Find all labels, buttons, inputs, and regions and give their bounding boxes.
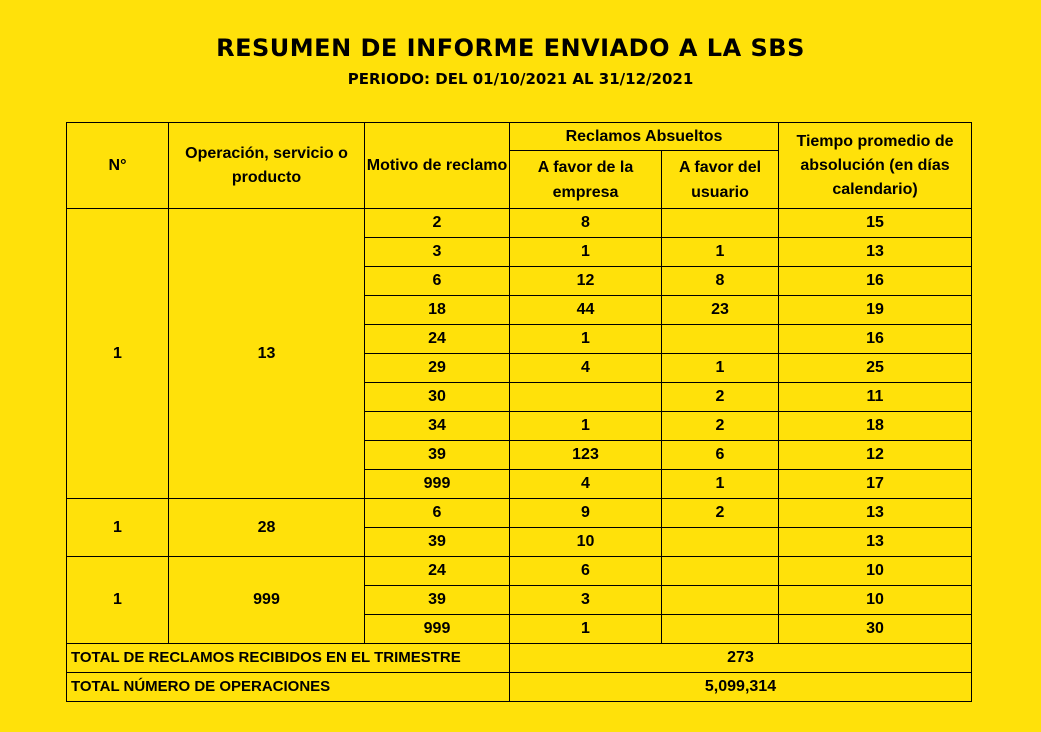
row-motivo: 29 — [365, 354, 510, 383]
row-motivo: 39 — [365, 441, 510, 470]
row-motivo: 24 — [365, 557, 510, 586]
row-tiempo: 15 — [779, 209, 972, 238]
total-row — [67, 644, 972, 673]
header-operation: Operación, servicio o producto — [169, 123, 365, 209]
table-body — [67, 209, 972, 702]
row-favor-empresa: 1 — [510, 412, 662, 441]
report-title: RESUMEN DE INFORME ENVIADO A LA SBS — [216, 34, 805, 62]
total-row — [67, 673, 972, 702]
row-favor-usuario: 2 — [662, 499, 779, 528]
row-favor-empresa: 44 — [510, 296, 662, 325]
row-favor-usuario — [662, 325, 779, 354]
row-tiempo: 13 — [779, 528, 972, 557]
row-favor-empresa: 6 — [510, 557, 662, 586]
header-row — [67, 123, 972, 151]
row-motivo: 999 — [365, 470, 510, 499]
row-tiempo: 30 — [779, 615, 972, 644]
row-num: 1 — [67, 209, 169, 499]
header-favor-usuario: A favor del usuario — [662, 151, 779, 209]
header-num: N° — [67, 123, 169, 209]
row-favor-empresa — [510, 383, 662, 412]
total-value: 5,099,314 — [510, 673, 972, 702]
row-tiempo: 17 — [779, 470, 972, 499]
row-tiempo: 13 — [779, 499, 972, 528]
row-tiempo: 10 — [779, 557, 972, 586]
header-reclamos-absueltos: Reclamos Absueltos — [510, 123, 779, 151]
row-motivo: 34 — [365, 412, 510, 441]
row-favor-empresa: 4 — [510, 354, 662, 383]
row-tiempo: 13 — [779, 238, 972, 267]
header-tiempo: Tiempo promedio de absolución (en días calendario) — [779, 123, 972, 209]
row-favor-usuario — [662, 615, 779, 644]
row-motivo: 18 — [365, 296, 510, 325]
row-favor-empresa: 1 — [510, 615, 662, 644]
row-favor-usuario: 6 — [662, 441, 779, 470]
row-motivo: 6 — [365, 267, 510, 296]
row-favor-empresa: 8 — [510, 209, 662, 238]
row-motivo: 30 — [365, 383, 510, 412]
row-tiempo: 10 — [779, 586, 972, 615]
row-favor-empresa: 1 — [510, 238, 662, 267]
row-favor-usuario: 1 — [662, 470, 779, 499]
row-tiempo: 16 — [779, 267, 972, 296]
row-favor-usuario — [662, 557, 779, 586]
row-motivo: 2 — [365, 209, 510, 238]
header-motivo: Motivo de reclamo — [365, 123, 510, 209]
row-tiempo: 18 — [779, 412, 972, 441]
row-favor-usuario: 23 — [662, 296, 779, 325]
row-favor-usuario: 2 — [662, 412, 779, 441]
row-favor-empresa: 1 — [510, 325, 662, 354]
row-favor-empresa: 3 — [510, 586, 662, 615]
row-favor-empresa: 12 — [510, 267, 662, 296]
row-motivo: 39 — [365, 528, 510, 557]
row-motivo: 999 — [365, 615, 510, 644]
row-motivo: 3 — [365, 238, 510, 267]
row-favor-empresa: 4 — [510, 470, 662, 499]
row-motivo: 39 — [365, 586, 510, 615]
row-tiempo: 12 — [779, 441, 972, 470]
table-row — [67, 209, 972, 238]
table-row — [67, 499, 972, 528]
row-favor-usuario — [662, 209, 779, 238]
total-value: 273 — [510, 644, 972, 673]
row-operation: 999 — [169, 557, 365, 644]
row-motivo: 24 — [365, 325, 510, 354]
row-favor-empresa: 123 — [510, 441, 662, 470]
row-favor-usuario: 2 — [662, 383, 779, 412]
row-favor-empresa: 9 — [510, 499, 662, 528]
row-operation: 28 — [169, 499, 365, 557]
total-label: TOTAL NÚMERO DE OPERACIONES — [67, 673, 510, 702]
table-row — [67, 557, 972, 586]
row-tiempo: 25 — [779, 354, 972, 383]
row-favor-usuario: 8 — [662, 267, 779, 296]
row-tiempo: 16 — [779, 325, 972, 354]
row-favor-usuario: 1 — [662, 238, 779, 267]
row-favor-usuario — [662, 528, 779, 557]
row-favor-usuario: 1 — [662, 354, 779, 383]
report-period: PERIODO: DEL 01/10/2021 AL 31/12/2021 — [347, 70, 694, 88]
header-favor-empresa: A favor de la empresa — [510, 151, 662, 209]
row-num: 1 — [67, 499, 169, 557]
row-tiempo: 19 — [779, 296, 972, 325]
row-tiempo: 11 — [779, 383, 972, 412]
row-favor-usuario — [662, 586, 779, 615]
row-motivo: 6 — [365, 499, 510, 528]
report-table — [66, 122, 972, 702]
total-label: TOTAL DE RECLAMOS RECIBIDOS EN EL TRIMESTRE — [67, 644, 510, 673]
row-favor-empresa: 10 — [510, 528, 662, 557]
row-num: 1 — [67, 557, 169, 644]
row-operation: 13 — [169, 209, 365, 499]
